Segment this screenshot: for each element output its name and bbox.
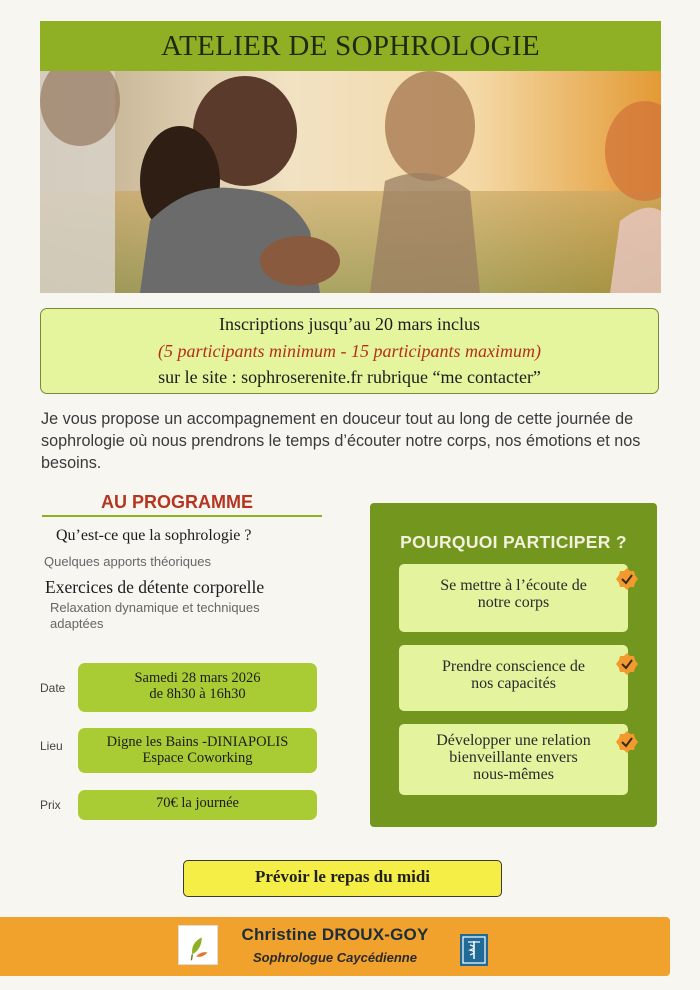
date-box [78,663,317,712]
meal-note: Prévoir le repas du midi [183,860,502,897]
benefit-text [399,658,628,692]
benefit-line: nos capacités [471,675,556,692]
why-heading: POURQUOI PARTICIPER ? [400,532,627,552]
place-box [78,728,317,773]
author-name: Christine DROUX-GOY [241,925,429,944]
date-value: Samedi 28 mars 2026 [134,670,261,686]
place-label: Lieu [40,739,63,753]
meditation-photo-illustration [40,71,661,293]
program-divider [42,515,322,517]
benefit-line: bienveillante envers [449,749,578,766]
program-item-title: Exercices de détente corporelle [45,577,265,597]
benefit-text [399,577,628,611]
registration-website[interactable]: sur le site : sophroserenite.fr rubrique “me contacter” [158,367,541,387]
benefit-card [399,564,628,632]
price-value: 70€ la journée [156,795,239,811]
place-value: Digne les Bains -DINIAPOLIS [106,734,289,750]
benefit-line: Développer une relation [436,732,591,749]
place-detail: Espace Coworking [142,750,253,766]
time-value: de 8h30 à 16h30 [149,686,246,702]
benefit-line: Prendre conscience de [441,658,586,675]
benefit-card [399,645,628,711]
registration-deadline: Inscriptions jusqu’au 20 mars inclus [219,314,480,334]
benefit-line: notre corps [477,594,550,611]
check-badge-icon [616,653,638,675]
price-box [78,790,317,820]
footer-banner [0,917,670,976]
program-item-subtitle: Quelques apports théoriques [44,554,211,569]
why-participate-panel [370,503,657,827]
check-badge-icon [616,568,638,590]
hero-photo [40,71,661,293]
benefit-card [399,724,628,795]
price-label: Prix [40,798,61,812]
intro-paragraph: Je vous propose un accompagnement en douceur tout au long de cette journée de sophrologie où nous prendrons le temps d’écouter notre corps, nos émotions et nos besoins. [41,410,641,472]
program-item-title: Qu’est-ce que la sophrologie ? [56,527,252,544]
date-label: Date [40,681,66,695]
author-role: Sophrologue Caycédienne [253,950,417,965]
registration-box [40,308,659,394]
page-title: ATELIER DE SOPHROLOGIE [161,30,540,62]
program-item-subtitle: Relaxation dynamique et techniques adaptées [50,600,260,631]
benefit-line: nous-mêmes [473,766,554,783]
benefit-text [399,732,628,783]
check-badge-icon [616,731,638,753]
participants-range: (5 participants minimum - 15 participants maximum) [158,341,541,361]
title-bar [40,21,661,71]
benefit-line: Se mettre à l’écoute de [440,577,587,594]
caduceus-logo-icon [460,934,488,966]
program-heading: AU PROGRAMME [101,492,253,512]
